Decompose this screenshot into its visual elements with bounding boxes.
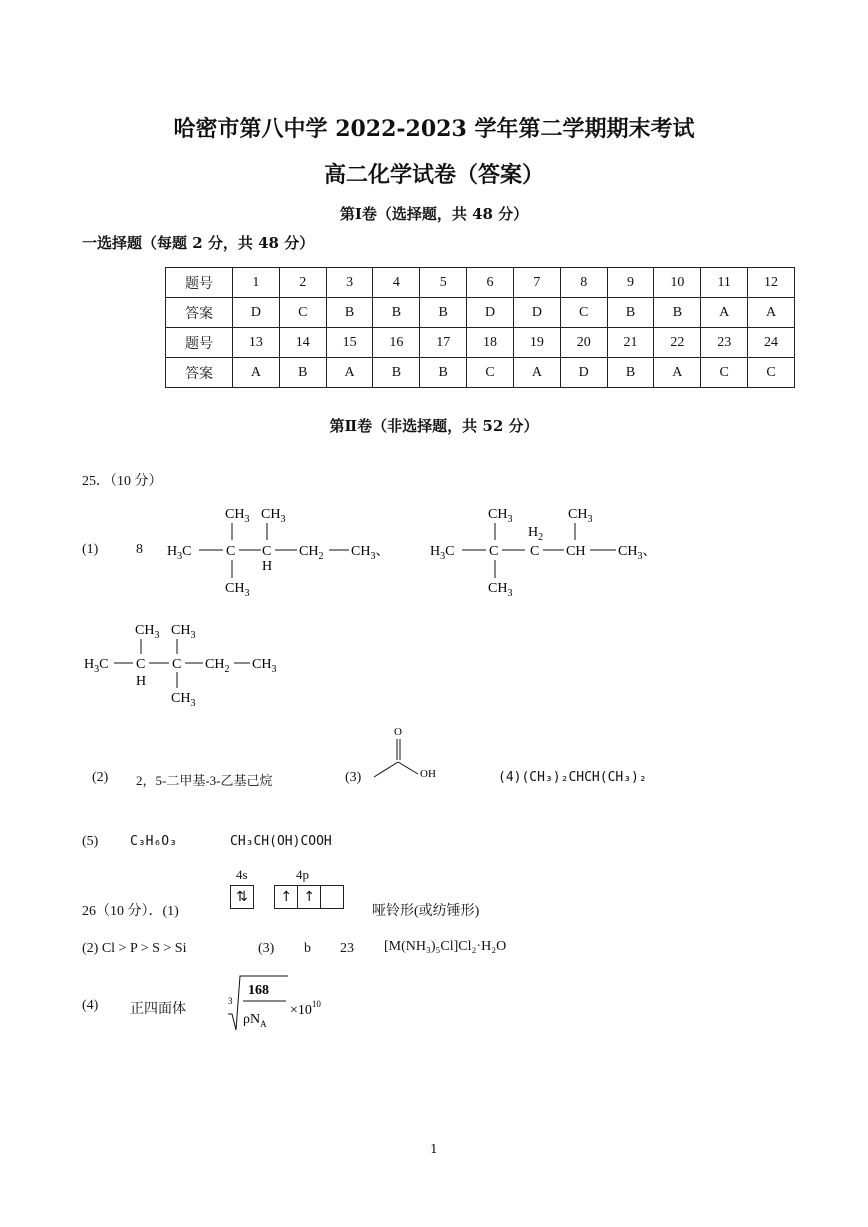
answer-cell: 8 xyxy=(560,268,607,298)
s1-c1: C xyxy=(226,544,236,559)
acid-o: O xyxy=(394,726,402,738)
s3-h: H xyxy=(136,674,147,689)
structure-3 xyxy=(82,612,302,712)
orbital-4p-label: 4p xyxy=(296,867,309,882)
answer-cell: B xyxy=(654,298,701,328)
answer-cell: B xyxy=(607,298,654,328)
s3-ch3-b: $CH_3$ xyxy=(171,623,196,641)
answer-cell: 5 xyxy=(420,268,467,298)
orbital-4s-box: ⇅ xyxy=(230,885,254,909)
orbital-4p-box-1: ↑ xyxy=(274,885,298,909)
s2-ch3-a: $CH_3$ xyxy=(488,507,513,525)
orbital-4p-box-2: ↑ xyxy=(298,885,321,909)
answer-table-row xyxy=(166,358,795,388)
orbital-4p-box-3 xyxy=(321,885,344,909)
s1-h3c: $H_3C$ xyxy=(167,544,192,562)
acetic-acid-skeletal xyxy=(372,722,452,792)
answer-cell: 4 xyxy=(373,268,420,298)
s3-ch3-c: $CH_3$ xyxy=(171,691,196,709)
formula-times-ten: $\times 10^{10}$ xyxy=(290,999,321,1018)
answer-table-row xyxy=(166,268,795,298)
acid-oh: OH xyxy=(420,768,436,780)
answer-cell: 11 xyxy=(701,268,748,298)
s3-h3c: $H_3C$ xyxy=(84,657,109,675)
q26-orbital-shape: 哑铃形(或纺锤形) xyxy=(372,904,480,919)
formula-denominator: $\rho N_A$ xyxy=(243,1012,267,1029)
s3-ch3-a: $CH_3$ xyxy=(135,623,160,641)
q25-p5-structure: CH₃CH(OH)COOH xyxy=(230,834,332,849)
answer-cell: 3 xyxy=(326,268,373,298)
q25-p1-answer: 8 xyxy=(136,542,143,557)
answer-cell: B xyxy=(326,298,373,328)
answer-cell: 20 xyxy=(560,328,607,358)
answer-cell: B xyxy=(373,298,420,328)
answer-table-row xyxy=(166,328,795,358)
q25-p2-label: (2) xyxy=(92,770,109,785)
s1-ch2: $CH_2$ xyxy=(299,544,324,562)
q25-p2-answer: 2，5-二甲基-3-乙基己烷 xyxy=(136,773,273,788)
s3-c1: C xyxy=(136,657,146,672)
answer-cell: D xyxy=(513,298,560,328)
q26-p3-b: 23 xyxy=(340,941,354,956)
answer-cell: D xyxy=(467,298,514,328)
q26-p2: (2) Cl > P > S > Si xyxy=(82,941,187,956)
answer-cell: B xyxy=(279,358,326,388)
answer-cell: 18 xyxy=(467,328,514,358)
orbital-4s-label: 4s xyxy=(236,867,248,882)
s2-ch3-end: $CH_3$、 xyxy=(618,544,657,562)
answer-cell: 13 xyxy=(233,328,280,358)
answer-cell: 19 xyxy=(513,328,560,358)
s3-ch2: $CH_2$ xyxy=(205,657,230,675)
answer-cell: 14 xyxy=(279,328,326,358)
answer-cell: A xyxy=(701,298,748,328)
answer-cell: 10 xyxy=(654,268,701,298)
answer-cell: A xyxy=(326,358,373,388)
formula-numerator: 168 xyxy=(248,983,269,998)
answer-cell: C xyxy=(560,298,607,328)
document-subtitle: 高二化学试卷（答案） xyxy=(323,162,544,188)
answer-cell: C xyxy=(467,358,514,388)
s2-ch: CH xyxy=(566,544,586,559)
answer-cell: B xyxy=(373,358,420,388)
s1-ch3-end: $CH_3$、 xyxy=(351,544,390,562)
answer-cell: A xyxy=(233,358,280,388)
q26-p4-shape: 正四面体 xyxy=(130,1002,186,1017)
answer-cell: 16 xyxy=(373,328,420,358)
q25-p5-formula: C₃H₆O₃ xyxy=(130,834,177,849)
answer-cell: C xyxy=(701,358,748,388)
document-title: 哈密市第八中学 2022-2023 学年第二学期期末考试 xyxy=(173,116,695,142)
s1-ch3-c: $CH_3$ xyxy=(225,581,250,599)
answer-cell: 15 xyxy=(326,328,373,358)
q25-p4-answer: (4)(CH₃)₂CHCH(CH₃)₂ xyxy=(498,770,647,785)
answer-cell: B xyxy=(607,358,654,388)
answer-cell: C xyxy=(748,358,795,388)
s2-ch3-b: $CH_3$ xyxy=(568,507,593,525)
answer-cell: C xyxy=(279,298,326,328)
structure-1 xyxy=(165,498,405,602)
q26-p4-label: (4) xyxy=(82,998,99,1013)
answer-cell: D xyxy=(560,358,607,388)
mcq-section-title: 一选择题（每题 2 分，共 48 分） xyxy=(82,234,315,252)
answer-cell: A xyxy=(654,358,701,388)
answer-cell: 21 xyxy=(607,328,654,358)
answer-cell: B xyxy=(420,358,467,388)
orbital-diagram xyxy=(230,885,344,909)
s2-ch3-c: $CH_3$ xyxy=(488,581,513,599)
q26-p3-complex: [M(NH₃)₅Cl]Cl₂·H₂O xyxy=(384,939,507,954)
row-header-cell: 题号 xyxy=(166,268,233,298)
structure-2 xyxy=(428,498,678,602)
answer-cell: A xyxy=(513,358,560,388)
q26-p3-label: (3) xyxy=(258,941,275,956)
answer-cell: 24 xyxy=(748,328,795,358)
q25-p1-label: (1) xyxy=(82,542,99,557)
answer-cell: A xyxy=(748,298,795,328)
page-number: 1 xyxy=(430,1142,438,1156)
answer-cell: 9 xyxy=(607,268,654,298)
answer-cell: 2 xyxy=(279,268,326,298)
part1-heading: 第Ⅰ卷（选择题，共 48 分） xyxy=(339,205,529,223)
answer-cell: D xyxy=(233,298,280,328)
q26-p3-a: b xyxy=(304,941,311,956)
answer-cell: 7 xyxy=(513,268,560,298)
density-formula xyxy=(226,970,336,1038)
s2-c2: C xyxy=(530,544,540,559)
answer-table xyxy=(165,267,795,388)
root-index: 3 xyxy=(228,996,233,1006)
s2-c1: C xyxy=(489,544,499,559)
answer-cell: 1 xyxy=(233,268,280,298)
s3-ch3-end: $CH_3$ xyxy=(252,657,277,675)
s3-c2: C xyxy=(172,657,182,672)
s2-h2: $H_2$ xyxy=(528,525,544,543)
answer-cell: B xyxy=(420,298,467,328)
q25-p5-label: (5) xyxy=(82,834,99,849)
answer-table-row xyxy=(166,298,795,328)
part2-heading: 第Ⅱ卷（非选择题，共 52 分） xyxy=(329,417,539,435)
row-header-cell: 答案 xyxy=(166,358,233,388)
row-header-cell: 答案 xyxy=(166,298,233,328)
s1-h: H xyxy=(262,559,273,574)
s1-ch3-a: $CH_3$ xyxy=(225,507,250,525)
row-header-cell: 题号 xyxy=(166,328,233,358)
s1-ch3-b: $CH_3$ xyxy=(261,507,286,525)
s2-h3c: $H_3C$ xyxy=(430,544,455,562)
answer-cell: 23 xyxy=(701,328,748,358)
answer-cell: 22 xyxy=(654,328,701,358)
q25-label: 25．（10 分） xyxy=(82,474,163,489)
answer-cell: 17 xyxy=(420,328,467,358)
q26-label: 26（10 分）．(1) xyxy=(82,904,179,919)
answer-cell: 12 xyxy=(748,268,795,298)
s1-c2: C xyxy=(262,544,272,559)
answer-cell: 6 xyxy=(467,268,514,298)
q25-p3-label: (3) xyxy=(345,770,362,785)
